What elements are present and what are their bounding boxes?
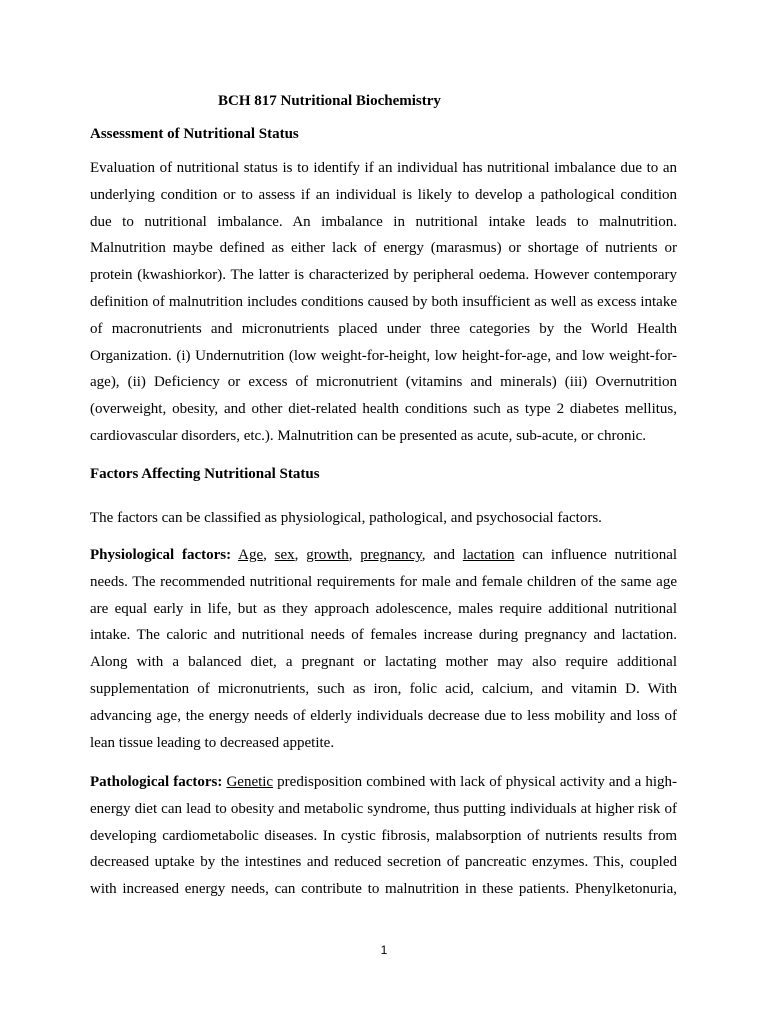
paragraph-line: definition of malnutrition includes conditions caused by both insufficient as well as excess intake xyxy=(90,293,677,310)
line-text: can influence nutritional xyxy=(522,547,678,563)
paragraph-factors-intro xyxy=(90,505,677,532)
separator: , and xyxy=(421,547,456,563)
paragraph-line: underlying condition or to assess if an individual is likely to develop a pathological condition xyxy=(90,186,677,203)
link-sex[interactable]: sex xyxy=(274,547,295,563)
paragraph-line: needs. The recommended nutritional requirements for male and female children of the same age xyxy=(90,573,677,590)
paragraph-line: decreased uptake by the intestines and reduced secretion of pancreatic enzymes. This, coupled xyxy=(90,854,677,871)
paragraph-line: intake. The caloric and nutritional needs of females increase during pregnancy and lactation. xyxy=(90,627,677,644)
paragraph-pathological xyxy=(90,769,677,903)
link-pregnancy[interactable]: pregnancy xyxy=(360,547,422,563)
paragraph-line: due to nutritional imbalance. An imbalance in nutritional intake leads to malnutrition. xyxy=(90,213,677,230)
paragraph-line: cardiovascular disorders, etc.). Malnutrition can be presented as acute, sub-acute, or chronic. xyxy=(90,427,647,444)
paragraph-line: lean tissue leading to decreased appetite. xyxy=(90,734,335,751)
separator: , xyxy=(348,547,353,563)
pathological-label: Pathological factors: xyxy=(90,774,223,790)
paragraph-line: energy diet can lead to obesity and metabolic syndrome, thus putting individuals at higher risk of xyxy=(90,800,677,817)
paragraph-line: Malnutrition maybe defined as either lack of energy (marasmus) or shortage of nutrients or xyxy=(90,240,677,257)
heading-assessment: Assessment of Nutritional Status xyxy=(90,126,299,142)
heading-factors: Factors Affecting Nutritional Status xyxy=(90,466,320,482)
link-age[interactable]: Age xyxy=(238,547,264,563)
paragraph-line: Evaluation of nutritional status is to identify if an individual has nutritional imbalance due to an xyxy=(90,160,677,176)
page-number: 1 xyxy=(380,943,388,957)
paragraph-line: Organization. (i) Undernutrition (low weight-for-height, low height-for-age, and low weight-for- xyxy=(90,347,677,364)
paragraph-line: age), (ii) Deficiency or excess of micronutrient (vitamins and minerals) (iii) Overnutrition xyxy=(90,374,677,391)
link-growth[interactable]: growth xyxy=(306,547,349,563)
paragraph-line xyxy=(90,769,677,796)
paragraph-line: with increased energy needs, can contribute to malnutrition in these patients. Phenylketonuria, xyxy=(90,881,677,898)
paragraph-line: developing cardiometabolic diseases. In cystic fibrosis, malabsorption of nutrients results from xyxy=(90,827,677,844)
paragraph-assessment xyxy=(90,155,677,450)
link-genetic[interactable]: Genetic xyxy=(226,774,274,790)
physiological-label: Physiological factors: xyxy=(90,547,232,563)
separator: , xyxy=(294,547,299,563)
document-title: BCH 817 Nutritional Biochemistry xyxy=(218,93,441,109)
separator: , xyxy=(263,547,267,563)
paragraph-line: The factors can be classified as physiological, pathological, and psychosocial factors. xyxy=(90,510,602,526)
paragraph-physiological xyxy=(90,542,677,756)
paragraph-line: of macronutrients and micronutrients placed under three categories by the World Health xyxy=(90,320,677,337)
paragraph-line: supplementation of micronutrients, such as iron, folic acid, calcium, and vitamin D. With xyxy=(90,680,677,697)
paragraph-line: Along with a balanced diet, a pregnant or lactating mother may also require additional xyxy=(90,654,677,671)
link-lactation[interactable]: lactation xyxy=(462,547,515,563)
line-text: predisposition combined with lack of physical activity and a high- xyxy=(277,774,678,790)
paragraph-line xyxy=(90,542,677,569)
paragraph-line: protein (kwashiorkor). The latter is characterized by peripheral oedema. However contemporary xyxy=(90,267,677,284)
paragraph-line: (overweight, obesity, and other diet-related health conditions such as type 2 diabetes mellitus, xyxy=(90,401,677,418)
paragraph-line: advancing age, the energy needs of elderly individuals decrease due to less mobility and loss of xyxy=(90,707,677,724)
paragraph-line: are equal early in life, but as they approach adolescence, males require additional nutritional xyxy=(90,600,677,617)
